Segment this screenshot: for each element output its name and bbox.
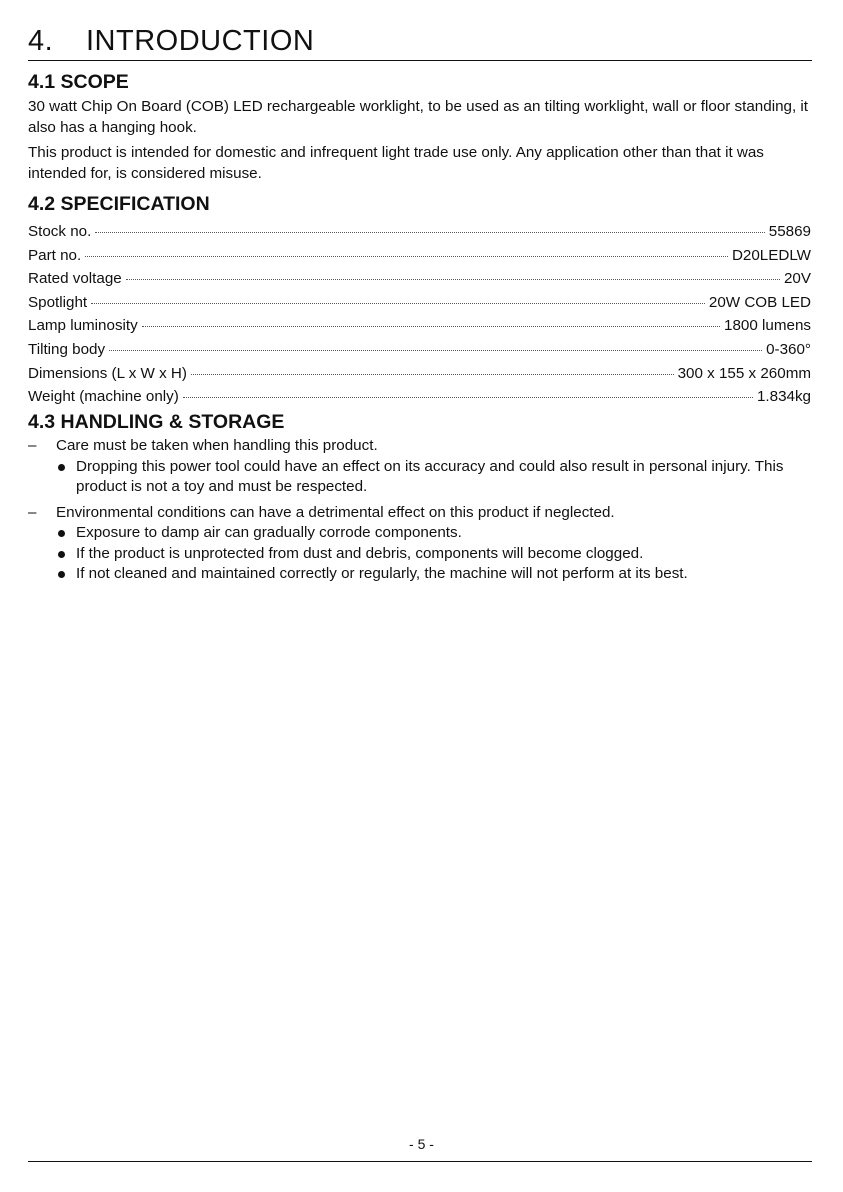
specification-table [28,220,811,409]
sub-list-item [28,523,818,544]
handling-heading: 4.3 HANDLING & STORAGE [28,411,285,433]
leader-dots [85,252,728,257]
dash-marker: – [28,437,37,454]
sub-item-text: Dropping this power tool could have an effect on its accuracy and could also result in personal injury. This product is not a toy and must be respected. [76,457,784,495]
spec-label: Tilting body [28,340,106,358]
sub-list-item [28,544,818,565]
sub-list-item [28,457,818,498]
section-number: 4. [28,25,54,57]
footer-divider [28,1161,812,1162]
spec-value: 1.834kg [756,388,811,406]
spec-row [28,244,811,268]
spec-label: Part no. [28,246,82,264]
spec-row [28,267,811,291]
spec-label: Stock no. [28,223,92,240]
spec-value: D20LEDLW [731,246,811,264]
spec-value: 20W COB LED [708,293,811,311]
sub-item-text: Exposure to damp air can gradually corrode components. [76,524,462,541]
scope-heading: 4.1 SCOPE [28,71,129,93]
leader-dots [191,370,674,375]
leader-dots [183,393,753,398]
bullet-icon [58,571,65,578]
sub-list-item [28,564,818,585]
spec-label: Weight (machine only) [28,388,179,406]
leader-dots [109,346,762,351]
spec-row [28,362,811,386]
leader-dots [95,228,764,233]
list-item [28,503,818,524]
spec-label: Spotlight [28,293,88,311]
specification-heading: 4.2 SPECIFICATION [28,193,210,215]
leader-dots [126,275,780,280]
sub-item-text: If not cleaned and maintained correctly or regularly, the machine will not perform at its best. [76,565,688,582]
spec-row [28,291,811,315]
bullet-icon [58,551,65,558]
scope-paragraph-2: This product is intended for domestic and infrequent light trade use only. Any application other than that it was intended for, is considered misuse. [28,144,764,182]
section-title [28,22,812,61]
bullet-icon [58,530,65,537]
spec-value: 55869 [768,223,811,240]
sub-item-text: If the product is unprotected from dust and debris, components will become clogged. [76,544,644,562]
list-item-text: Care must be taken when handling this product. [56,437,378,454]
spec-label: Lamp luminosity [28,317,138,335]
spec-value: 0-360° [766,340,811,358]
spec-row [28,220,811,244]
scope-paragraph-1: 30 watt Chip On Board (COB) LED rechargeable worklight, to be used as an tilting worklight, wall or floor standing, it also has a hanging hook. [28,98,809,136]
list-item-text: Environmental conditions can have a detrimental effect on this product if neglected. [56,503,615,521]
leader-dots [142,322,720,327]
spec-row [28,338,811,362]
spec-label: Dimensions (L x W x H) [28,364,187,382]
bullet-icon [58,464,65,471]
section-title-text: INTRODUCTION [86,25,315,57]
spec-value: 300 x 155 x 260mm [677,364,811,382]
spec-label: Rated voltage [28,270,122,288]
spec-value: 1800 lumens [724,317,811,335]
page-number: - 5 - [409,1136,434,1152]
dash-marker: – [28,503,37,521]
spec-row [28,385,811,409]
spec-row [28,314,811,338]
handling-list [28,436,818,585]
spec-value: 20V [783,270,811,288]
leader-dots [91,299,705,304]
list-item [28,436,818,457]
